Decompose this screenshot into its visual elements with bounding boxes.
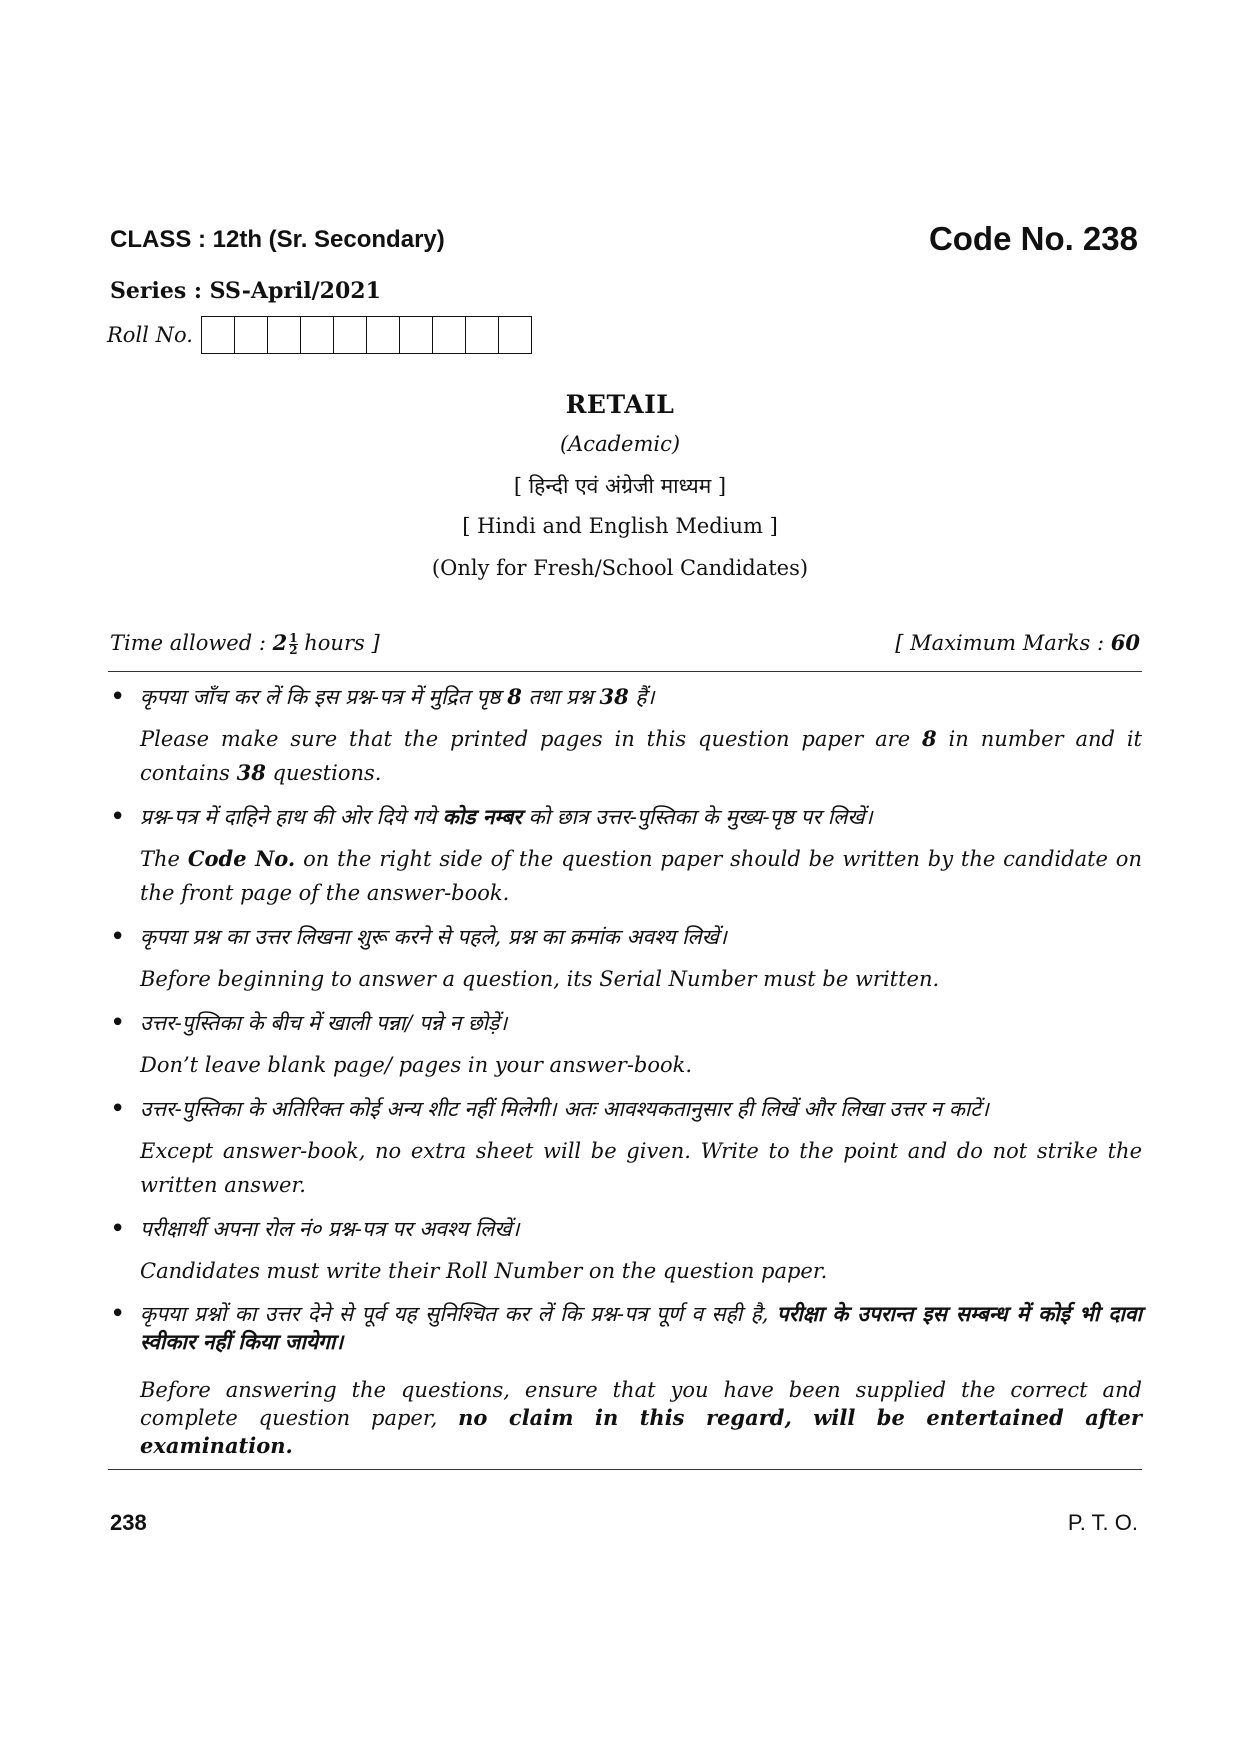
roll-box[interactable] <box>466 317 499 353</box>
instruction-hindi: • कृपया प्रश्न का उत्तर लिखना शुरू करने से पहले, प्रश्न का क्रमांक अवश्य लिखें। <box>108 920 1142 954</box>
roll-box[interactable] <box>367 317 400 353</box>
instruction-hindi: • परीक्षार्थी अपना रोल नं० प्रश्न-पत्र पर अवश्य लिखें। <box>108 1212 1142 1246</box>
instruction-english: The Code No. on the right side of the question paper should be written by the candidate on the front page of the answer-book. <box>140 846 1142 905</box>
instruction-english: Candidates must write their Roll Number on the question paper. <box>140 1259 828 1283</box>
roll-number-boxes[interactable] <box>201 316 532 354</box>
instruction-english: Please make sure that the printed pages in this question paper are 8 in number and it contains 38 questions. <box>140 726 1142 785</box>
instruction-english: Don’t leave blank page/ pages in your answer-book. <box>140 1053 693 1077</box>
roll-box[interactable] <box>235 317 268 353</box>
medium-hindi: [ हिन्दी एवं अंग्रेजी माध्यम ] <box>513 474 727 498</box>
instruction-hindi: • प्रश्न-पत्र में दाहिने हाथ की ओर दिये गये कोड नम्बर को छात्र उत्तर-पुस्तिका के मुख्य-पृष्ठ पर लिखें। <box>108 800 1142 834</box>
instruction-english: Before answering the questions, ensure that you have been supplied the correct and complete question paper, no claim in this regard, will be entertained after examination. <box>140 1378 1142 1458</box>
code-number: Code No. 238 <box>928 220 1138 257</box>
stream-label: (Academic) <box>559 432 681 456</box>
instruction-hindi: • कृपया जाँच कर लें कि इस प्रश्न-पत्र में मुद्रित पृष्ठ 8 तथा प्रश्न 38 हैं। <box>108 680 1142 714</box>
time-allowed: Time allowed : 2 $\frac{1}{2}$ hours ] <box>110 630 380 657</box>
roll-number-row <box>107 316 532 354</box>
divider-bottom <box>108 1469 1142 1470</box>
roll-box[interactable] <box>202 317 235 353</box>
roll-box[interactable] <box>268 317 301 353</box>
footer-pto: P. T. O. <box>1067 1510 1138 1535</box>
roll-box[interactable] <box>499 317 531 353</box>
instruction-2 <box>108 800 1142 910</box>
roll-label: Roll No. <box>107 323 193 347</box>
instruction-4 <box>108 1006 1142 1082</box>
roll-box[interactable] <box>400 317 433 353</box>
roll-box[interactable] <box>334 317 367 353</box>
instruction-hindi: • उत्तर-पुस्तिका के बीच में खाली पन्ना/ पन्ने न छोड़ें। <box>108 1006 1142 1040</box>
maximum-marks: [ Maximum Marks : 60 <box>895 630 1140 655</box>
subject-title: RETAIL <box>565 390 675 419</box>
class-label: CLASS : 12th (Sr. Secondary) <box>110 226 445 253</box>
instruction-1 <box>108 680 1142 790</box>
roll-box[interactable] <box>301 317 334 353</box>
instruction-6 <box>108 1212 1142 1288</box>
roll-box[interactable] <box>433 317 466 353</box>
instruction-hindi: • उत्तर-पुस्तिका के अतिरिक्त कोई अन्य शीट नहीं मिलेगी। अतः आवश्यकतानुसार ही लिखें और लिखा उत्तर न काटें। <box>108 1092 1142 1126</box>
time-fraction: $\frac{1}{2}$ <box>289 631 298 657</box>
footer-code: 238 <box>110 1510 147 1535</box>
instruction-english: Except answer-book, no extra sheet will be given. Write to the point and do not strike the written answer. <box>140 1139 1142 1197</box>
instruction-3 <box>108 920 1142 996</box>
time-marks-row <box>110 630 1140 656</box>
medium-english: [ Hindi and English Medium ] <box>462 514 778 538</box>
instruction-7 <box>108 1300 1142 1460</box>
divider-top <box>108 671 1142 672</box>
candidates-label: (Only for Fresh/School Candidates) <box>431 556 809 580</box>
series-label: Series : SS-April/2021 <box>110 278 381 304</box>
instruction-hindi: • कृपया प्रश्नों का उत्तर देने से पूर्व यह सुनिश्चित कर लें कि प्रश्न-पत्र पूर्ण व सही है, परीक्षा के उपरान्त इस सम्बन्ध में कोई भी दावा स्वीकार नहीं किया जायेगा। <box>108 1300 1142 1356</box>
instruction-5 <box>108 1092 1142 1202</box>
instruction-english: Before beginning to answer a question, its Serial Number must be written. <box>140 967 940 991</box>
